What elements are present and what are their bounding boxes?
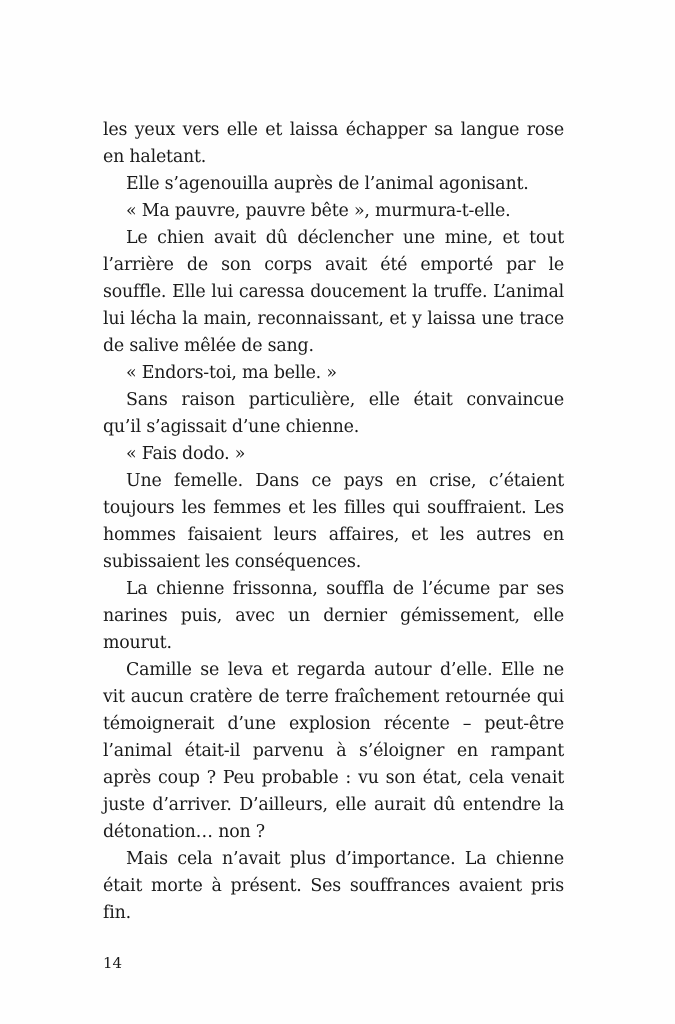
paragraph: « Endors-toi, ma belle. »: [126, 363, 337, 383]
page-number: 14: [103, 954, 123, 972]
paragraph: Elle s’agenouilla auprès de l’animal agonisant.: [126, 174, 529, 194]
paragraph: Sans raison particulière, elle était convaincue qu’il s’agissait d’une chienne.: [103, 390, 564, 437]
paragraph: Camille se leva et regarda autour d’elle. Elle ne vit aucun cratère de terre fraîchement retournée qui témoignerait d’une explosion récente – peut-être l’animal était-il parvenu à s’éloigner en rampant après coup ? Peu probable : vu son état, cela venait juste d’arriver. D’ailleurs, elle aurait dû entendre la détonation… non ?: [103, 660, 564, 842]
paragraph: Une femelle. Dans ce pays en crise, c’étaient toujours les femmes et les filles qui souffraient. Les hommes faisaient leurs affaires, et les autres en subissaient les conséquences.: [103, 471, 564, 572]
paragraph: « Fais dodo. »: [126, 444, 246, 464]
body-text: [103, 117, 564, 927]
paragraph: La chienne frissonna, souffla de l’écume par ses narines puis, avec un dernier gémissement, elle mourut.: [103, 579, 564, 653]
paragraph: « Ma pauvre, pauvre bête », murmura-t-elle.: [126, 201, 511, 221]
paragraph: Le chien avait dû déclencher une mine, et tout l’arrière de son corps avait été emporté par le souffle. Elle lui caressa doucement la truffe. L’animal lui lécha la main, reconnaissant, et y laissa une trace de salive mêlée de sang.: [103, 228, 564, 356]
paragraph-continued: les yeux vers elle et laissa échapper sa langue rose en haletant.: [103, 120, 564, 167]
paragraph: Mais cela n’avait plus d’importance. La chienne était morte à présent. Ses souffrances avaient pris fin.: [103, 849, 564, 923]
